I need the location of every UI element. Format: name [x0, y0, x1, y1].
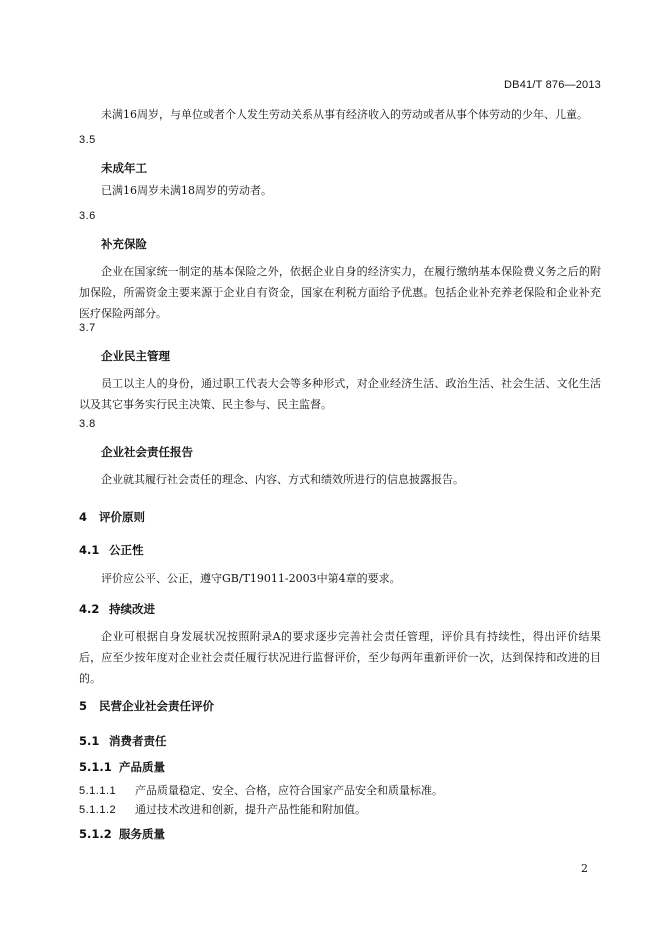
clause-number: 5.1.1.2	[79, 804, 117, 816]
section-heading-4-2	[79, 601, 155, 617]
term-3-8: 企业社会责任报告	[101, 445, 193, 459]
section-number: 5.1	[79, 734, 100, 748]
section-heading-4	[79, 509, 145, 525]
section-title: 产品质量	[119, 760, 165, 774]
clause-number-3-7: 3.7	[79, 322, 96, 334]
clause-number-3-8: 3.8	[79, 418, 96, 430]
clause-text: 产品质量稳定、安全、合格，应符合国家产品安全和质量标准。	[135, 784, 443, 797]
section-number: 5.1.1	[79, 760, 112, 774]
section-number: 4.1	[79, 543, 100, 557]
section-heading-5	[79, 698, 214, 714]
section-number: 5	[79, 699, 88, 713]
term-3-5: 未成年工	[101, 161, 147, 175]
section-title: 民营企业社会责任评价	[99, 699, 214, 713]
document-code: DB41/T 876—2013	[504, 79, 601, 91]
clause-number: 5.1.1.1	[79, 785, 117, 797]
definition-continuation: 未满16周岁，与单位或者个人发生劳动关系从事有经济收入的劳动或者从事个体劳动的少年、儿童。	[101, 108, 588, 121]
section-number: 4.2	[79, 602, 100, 616]
paragraph-4-2: 企业可根据自身发展状况按照附录A的要求逐步完善社会责任管理，评价具有持续性，得出评价结果后，应至少按年度对企业社会责任履行状况进行监督评价，至少每两年重新评价一次，达到保持和改进的目的。	[79, 630, 601, 685]
clause-number-3-6: 3.6	[79, 210, 96, 222]
term-3-7: 企业民主管理	[101, 349, 170, 363]
section-heading-4-1	[79, 542, 144, 558]
definition-3-6: 企业在国家统一制定的基本保险之外，依据企业自身的经济实力，在履行缴纳基本保险费义务之后的附加保险，所需资金主要来源于企业自有资金，国家在利税方面给予优惠。包括企业补充养老保险和企业补充医疗保险两部分。	[79, 265, 601, 320]
section-number: 4	[79, 510, 88, 524]
section-title: 消费者责任	[109, 734, 167, 748]
definition-3-5: 已满16周岁未满18周岁的劳动者。	[101, 184, 272, 197]
page-number: 2	[581, 862, 588, 875]
section-heading-5-1-2	[79, 826, 165, 842]
section-number: 5.1.2	[79, 827, 112, 841]
clause-number-3-5: 3.5	[79, 134, 96, 146]
clause-5-1-1-2	[79, 799, 366, 821]
section-heading-5-1	[79, 733, 167, 749]
paragraph-4-1: 评价应公平、公正，遵守GB/T19011-2003中第4章的要求。	[101, 572, 401, 585]
section-title: 公正性	[109, 543, 144, 557]
definition-3-7: 员工以主人的身份，通过职工代表大会等多种形式，对企业经济生活、政治生活、社会生活、文化生活以及其它事务实行民主决策、民主参与、民主监督。	[79, 377, 601, 411]
section-heading-5-1-1	[79, 759, 165, 775]
section-title: 评价原则	[99, 510, 145, 524]
section-title: 服务质量	[119, 827, 165, 841]
definition-3-8: 企业就其履行社会责任的理念、内容、方式和绩效所进行的信息披露报告。	[101, 473, 464, 486]
section-title: 持续改进	[109, 602, 155, 616]
clause-text: 通过技术改进和创新，提升产品性能和附加值。	[135, 803, 366, 816]
term-3-6: 补充保险	[101, 237, 147, 251]
